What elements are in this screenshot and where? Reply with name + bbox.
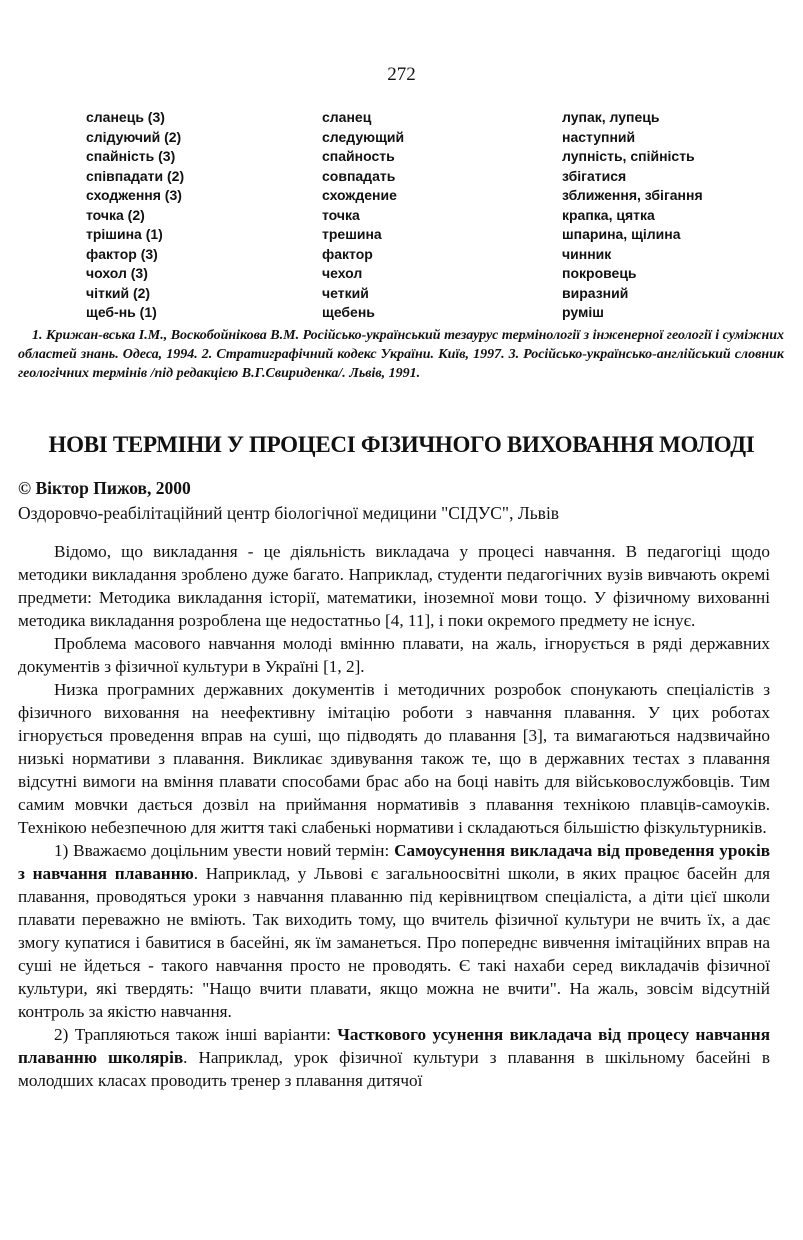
article-author: © Віктор Пижов, 2000 — [18, 478, 191, 498]
paragraph-rest: . Наприклад, у Львові є загальноосвітні школи, в яких працює басейн для плавання, проводяться уроки з навчання плаванню під керівництвом спеціаліста, а діти цієї школи плавати переважно не вміють. Так виходить тому, що вчитель фізичної культури не вчить їх, а дає змогу купатися і бавитися в басейні, як їм заманеться. Про попереднє вивчення імітаційних вправ на суші не йдеться - такого навчання просто не проводять. Є такі нахаби серед викладачів фізичної культури, які твердять: "Нащо вчити плавати, якщо можна не вчити". На жаль, зовсім відсутній контроль за якістю навчання. — [18, 864, 770, 1021]
page-number: 272 — [387, 64, 416, 85]
term-row — [86, 128, 736, 148]
term-synonym: зближення, збігання — [562, 187, 703, 203]
term-ukrainian: сланець (3) — [86, 109, 165, 125]
term-synonym: покровець — [562, 265, 637, 281]
term-russian: щебень — [322, 304, 375, 320]
term-synonym: лупність, спійність — [562, 148, 695, 164]
new-term-bold: Часткового усунення викладача від процесу навчання плаванню школярів — [18, 1025, 770, 1067]
term-russian: трешина — [322, 226, 382, 242]
term-row — [86, 303, 736, 323]
term-ukrainian: чіткий (2) — [86, 284, 151, 301]
term-russian: сланец — [322, 109, 372, 125]
term-russian: четкий — [322, 284, 369, 301]
term-synonym: чинник — [562, 245, 612, 262]
paragraph — [18, 1023, 770, 1092]
term-row — [86, 147, 736, 167]
term-russian: точка — [322, 206, 360, 223]
term-synonym: збігатися — [562, 167, 627, 184]
term-russian: чехол — [322, 265, 363, 281]
term-russian: следующий — [322, 128, 405, 145]
term-synonym: лупак, лупець — [562, 109, 660, 125]
term-row — [86, 167, 736, 187]
term-synonym: крапка, цятка — [562, 206, 655, 223]
paragraph: Відомо, що викладання - це діяльність викладача у процесі навчання. В педагогіці щодо методики викладання зроблено дуже багато. Наприклад, студенти педагогічних вузів вивчають окремі предмети: Методика викладання історії, математики, іноземної мови тощо. У фізичному вихованні методика викладання розроблена ще недостатньо [4, 11], і поки окремого предмету не існує. — [18, 542, 770, 630]
term-ukrainian: спайність (3) — [86, 148, 176, 164]
term-synonym: руміш — [562, 304, 604, 320]
paragraph-lead: 1) Вважаємо доцільним увести новий термін: — [54, 841, 395, 860]
term-ukrainian: сходження (3) — [86, 187, 182, 203]
paragraph: Низка програмних державних документів і методичних розробок спонукають спеціалістів з фізичного виховання на неефективну імітацію роботи з навчання плавання. У цих роботах ігнорується проведення вправ на суші, що підводять до плавання [3], та вимагаються надзвичайно низькі нормативи з плавання. Викликає здивування також те, що в державних тестах з плавання відсутні вимоги на вміння плавати способами брас або на боці навіть для військовослужбовців. Тим самим мовчки дається дозвіл на приймання нормативів з плавання технікою плавців-самоуків. Технікою небезпечною для життя такі слабенькі нормативи і складаються більшістю фізкультурників. — [18, 680, 770, 837]
term-ukrainian: щеб-нь (1) — [86, 304, 157, 320]
terms-table — [86, 108, 736, 323]
term-row — [86, 264, 736, 284]
paragraph — [18, 839, 770, 1023]
term-russian: совпадать — [322, 167, 396, 184]
term-synonym: шпарина, щілина — [562, 226, 681, 242]
article-title: НОВІ ТЕРМІНИ У ПРОЦЕСІ ФІЗИЧНОГО ВИХОВАННЯ МОЛОДІ — [48, 432, 755, 457]
paragraph: Проблема масового навчання молоді вмінню плавати, на жаль, ігнорується в ряді державних документів з фізичної культури в Україні [1, 2]. — [18, 634, 770, 676]
article-affiliation: Оздоровчо-реабілітаційний центр біологічної медицини "СІДУС", Львів — [18, 503, 560, 523]
references-list: 1. Крижан-вська І.М., Воскобойнікова В.М. Російсько-український тезаурус термінології з інженерної геології і суміжних областей знань. Одеса, 1994. 2. Стратиграфічний кодекс України. Київ, 1997. 3. Російсько-українсько-англійський словник геологічних термінів /під редакцією В.Г.Свириденка/. Львів, 1991. — [18, 328, 784, 381]
term-russian: спайность — [322, 148, 395, 164]
term-ukrainian: чохол (3) — [86, 265, 148, 281]
term-row — [86, 186, 736, 206]
term-synonym: наступний — [562, 128, 636, 145]
new-term-bold: Самоусунення викладача від проведення уроків з навчання плаванню — [18, 841, 771, 883]
paragraph-lead: 2) Трапляються також інші варіанти: — [54, 1025, 338, 1044]
term-ukrainian: точка (2) — [86, 206, 145, 223]
term-russian: фактор — [322, 245, 373, 262]
term-ukrainian: фактор (3) — [86, 245, 158, 262]
term-ukrainian: трішина (1) — [86, 226, 163, 242]
article-body — [18, 540, 770, 1092]
term-row — [86, 206, 736, 226]
term-synonym: виразний — [562, 284, 629, 301]
term-ukrainian: слідуючий (2) — [86, 128, 182, 145]
term-ukrainian: співпадати (2) — [86, 167, 185, 184]
term-row — [86, 108, 736, 128]
term-row — [86, 245, 736, 265]
term-row — [86, 284, 736, 304]
term-russian: схождение — [322, 187, 397, 203]
term-row — [86, 225, 736, 245]
paragraph-rest: . Наприклад, урок фізичної культури з плавання в шкільному басейні в молодших класах проводить тренер з плавання дитячої — [18, 1048, 770, 1090]
